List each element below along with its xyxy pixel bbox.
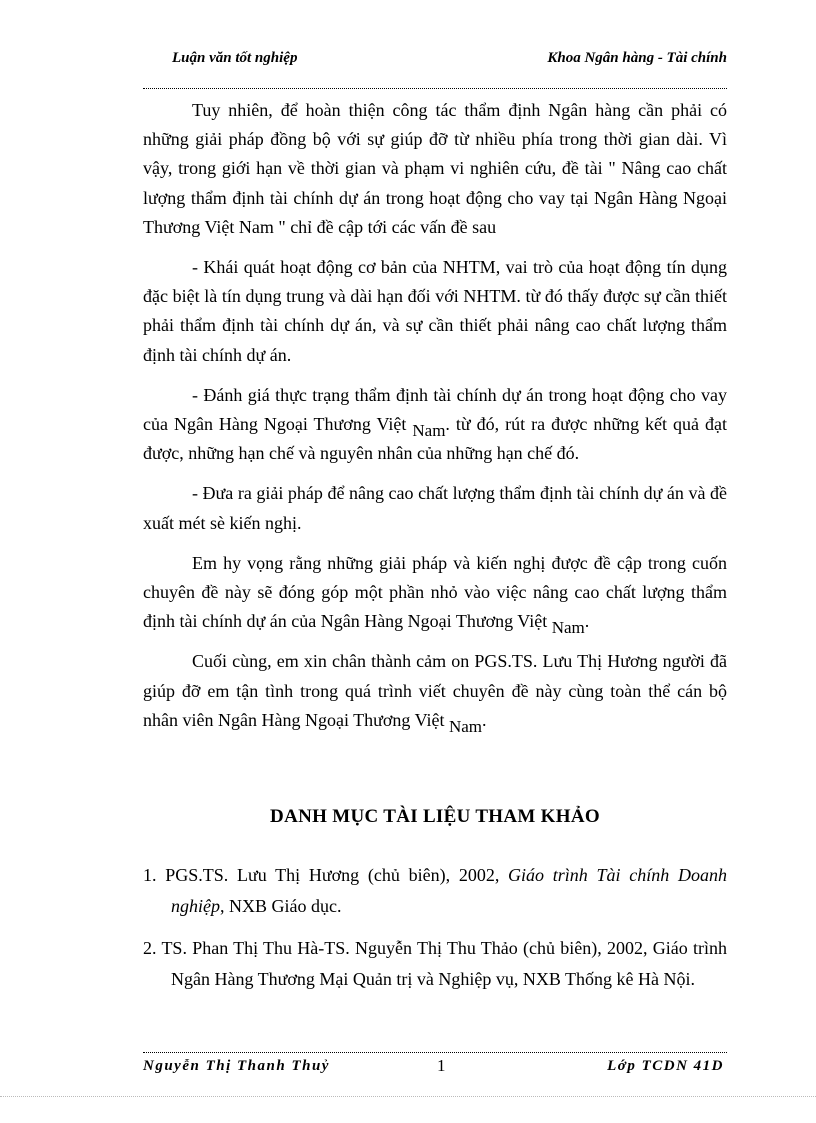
header-thesis-label: Luận văn tốt nghiệp bbox=[172, 50, 298, 66]
paragraph-thanks bbox=[143, 647, 727, 735]
reference-list bbox=[143, 860, 727, 1006]
paragraph-hope-end: . bbox=[584, 611, 590, 632]
body-text bbox=[143, 96, 727, 746]
reference-book-title: Giáo trình Tài chính Doanh nghiệp bbox=[171, 865, 727, 916]
references-title: DANH MỤC TÀI LIỆU THAM KHẢO bbox=[270, 806, 600, 827]
paragraph-hope bbox=[143, 549, 727, 637]
paragraph-point-2 bbox=[143, 381, 727, 469]
paragraph-point-2-text: - Đánh giá thực trạng thẩm định tài chính dự án trong hoạt động cho vay của Ngân Hàng Ngoại Thương Việt bbox=[143, 384, 727, 435]
header-faculty-label: Khoa Ngân hàng - Tài chính bbox=[547, 50, 727, 66]
paragraph-hope-sub: Nam bbox=[551, 618, 585, 638]
paragraph-hope-text: Em hy vọng rằng những giải pháp và kiến nghị được đề cập trong cuốn chuyên đề này sẽ đóng góp một phần nhỏ vào việc nâng cao chất lượng thẩm định tài chính dự án của Ngân Hàng Ngoại Thương Việt bbox=[143, 552, 727, 632]
reference-number: 1. bbox=[143, 865, 157, 885]
footer-page-number: 1 bbox=[437, 1056, 446, 1075]
reference-number: 2. bbox=[143, 938, 157, 958]
reference-text: TS. Phan Thị Thu Hà-TS. Nguyễn Thị Thu Thảo (chủ biên), 2002, Giáo trình Ngân Hàng Thương Mại Quản trị và Nghiệp vụ, NXB Thống kê Hà Nội. bbox=[161, 938, 727, 989]
page-bottom-divider bbox=[0, 1096, 816, 1097]
paragraph-point-2-sub: Nam bbox=[412, 421, 446, 441]
paragraph-point-1: - Khái quát hoạt động cơ bản của NHTM, vai trò của hoạt động tín dụng đặc biệt là tín dụng trung và dài hạn đối với NHTM. từ đó thấy được sự cần thiết phải thẩm định tài chính dự án, và sự cần thiết phải nâng cao chất lượng thẩm định tài chính dự án. bbox=[143, 257, 727, 365]
footer-author: Nguyễn Thị Thanh Thuỷ bbox=[143, 1058, 330, 1074]
reference-item bbox=[143, 933, 727, 994]
paragraph-point-2-end: . từ đó, rút ra được những kết quả đạt được, những hạn chế và nguyên nhân của những hạn chế đó. bbox=[143, 414, 727, 464]
footer-divider bbox=[143, 1052, 727, 1053]
paragraph-point-3: - Đưa ra giải pháp để nâng cao chất lượng thẩm định tài chính dự án và đề xuất mét sè kiến nghị. bbox=[143, 483, 727, 533]
paragraph-thanks-end: . bbox=[482, 709, 487, 730]
reference-publisher: , NXB Giáo dục. bbox=[220, 895, 342, 916]
paragraph-thanks-sub: Nam bbox=[448, 716, 483, 736]
header-divider bbox=[143, 88, 727, 89]
footer-class: Lớp TCDN 41D bbox=[607, 1058, 724, 1074]
paragraph-thanks-text: Cuối cùng, em xin chân thành cảm on PGS.TS. Lưu Thị Hương người đã giúp đỡ em tận tình trong quá trình viết chuyên đề này cùng toàn thể cán bộ nhân viên Ngân Hàng Ngoại Thương Việt bbox=[143, 651, 727, 730]
reference-text: PGS.TS. Lưu Thị Hương (chủ biên), 2002, bbox=[165, 865, 509, 885]
reference-item bbox=[143, 860, 727, 921]
paragraph-intro: Tuy nhiên, để hoàn thiện công tác thẩm định Ngân hàng cần phải có những giải pháp đồng bộ với sự giúp đỡ từ nhiều phía trong thời gian dài. Vì vậy, trong giới hạn về thời gian và phạm vi nghiên cứu, đề tài " Nâng cao chất lượng thẩm định tài chính dự án trong hoạt động cho vay tại Ngân Hàng Ngoại Thương Việt Nam " chỉ đề cập tới các vấn đề sau bbox=[143, 100, 727, 237]
